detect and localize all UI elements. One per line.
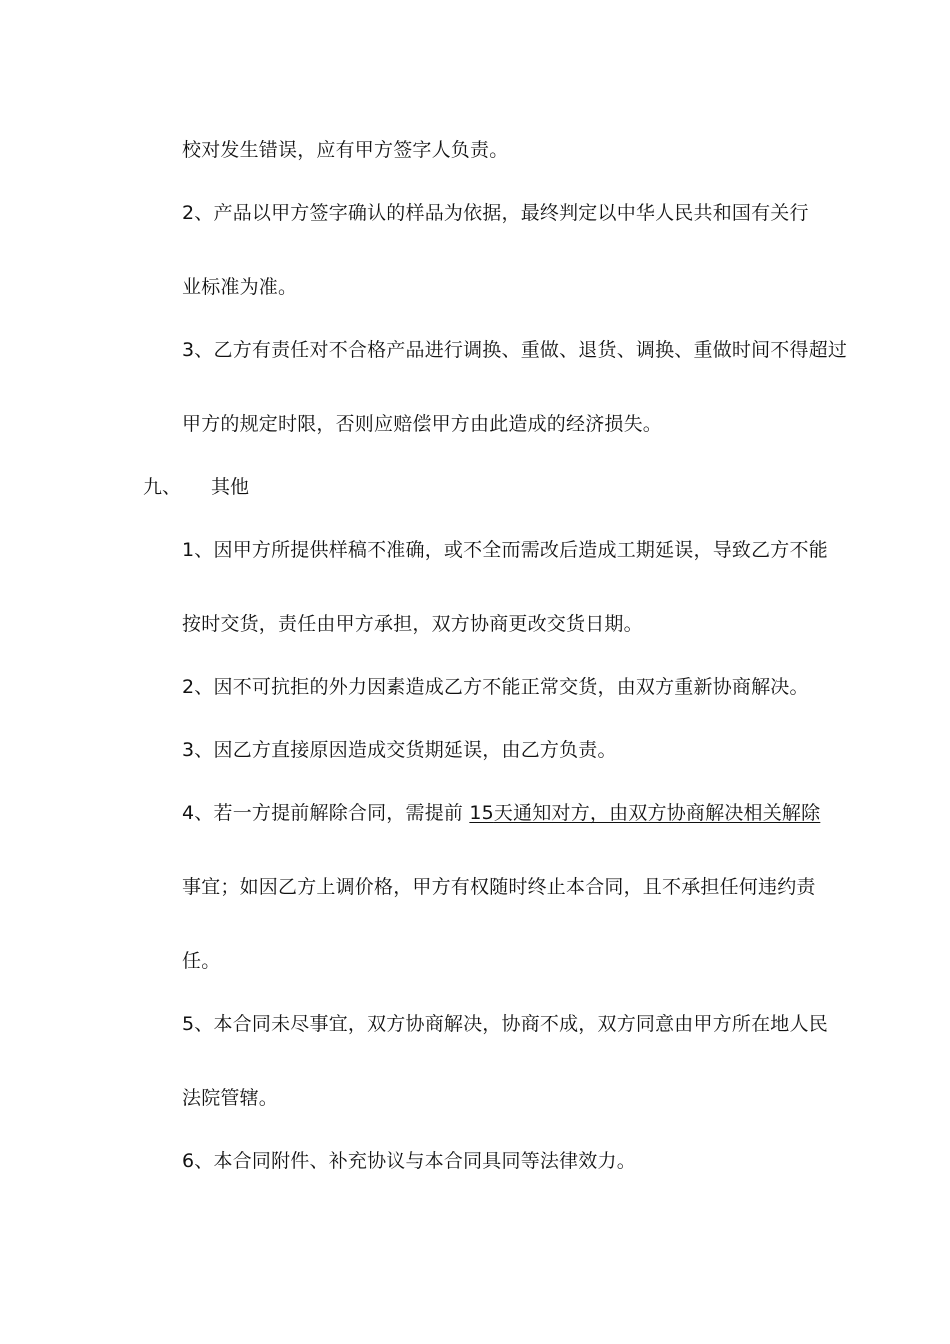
paragraph-line: 校对发生错误，应有甲方签字人负责。 — [182, 139, 509, 161]
paragraph-line: 任。 — [182, 950, 221, 972]
section-number: 九、 — [143, 476, 182, 498]
paragraph-line: 业标准为准。 — [182, 276, 298, 298]
section-title: 其他 — [211, 476, 250, 498]
clause-4-pre: 4、若一方提前解除合同，需提前 — [182, 802, 464, 824]
clause-4-line — [182, 800, 822, 826]
paragraph-line: 2、因不可抗拒的外力因素造成乙方不能正常交货，由双方重新协商解决。 — [182, 676, 809, 698]
paragraph-line: 2、产品以甲方签字确认的样品为依据，最终判定以中华人民共和国有关行 — [182, 202, 809, 224]
paragraph-line: 法院管辖。 — [182, 1087, 279, 1109]
paragraph-line: 3、因乙方直接原因造成交货期延误，由乙方负责。 — [182, 739, 617, 761]
paragraph-line: 5、本合同未尽事宜，双方协商解决，协商不成，双方同意由甲方所在地人民 — [182, 1013, 828, 1035]
paragraph-line: 按时交货，责任由甲方承担，双方协商更改交货日期。 — [182, 613, 643, 635]
paragraph-line: 1、因甲方所提供样稿不准确，或不全而需改后造成工期延误，导致乙方不能 — [182, 539, 828, 561]
notice-days-suffix: 天通知对方，由双方协商解决相关解除 — [493, 802, 821, 824]
paragraph-line: 甲方的规定时限，否则应赔偿甲方由此造成的经济损失。 — [182, 413, 663, 435]
paragraph-line: 3、乙方有责任对不合格产品进行调换、重做、退货、调换、重做时间不得超过 — [182, 339, 848, 361]
paragraph-line: 6、本合同附件、补充协议与本合同具同等法律效力。 — [182, 1150, 636, 1172]
notice-days: 15 — [469, 802, 494, 824]
paragraph-line: 事宜；如因乙方上调价格，甲方有权随时终止本合同，且不承担任何违约责 — [182, 876, 816, 898]
